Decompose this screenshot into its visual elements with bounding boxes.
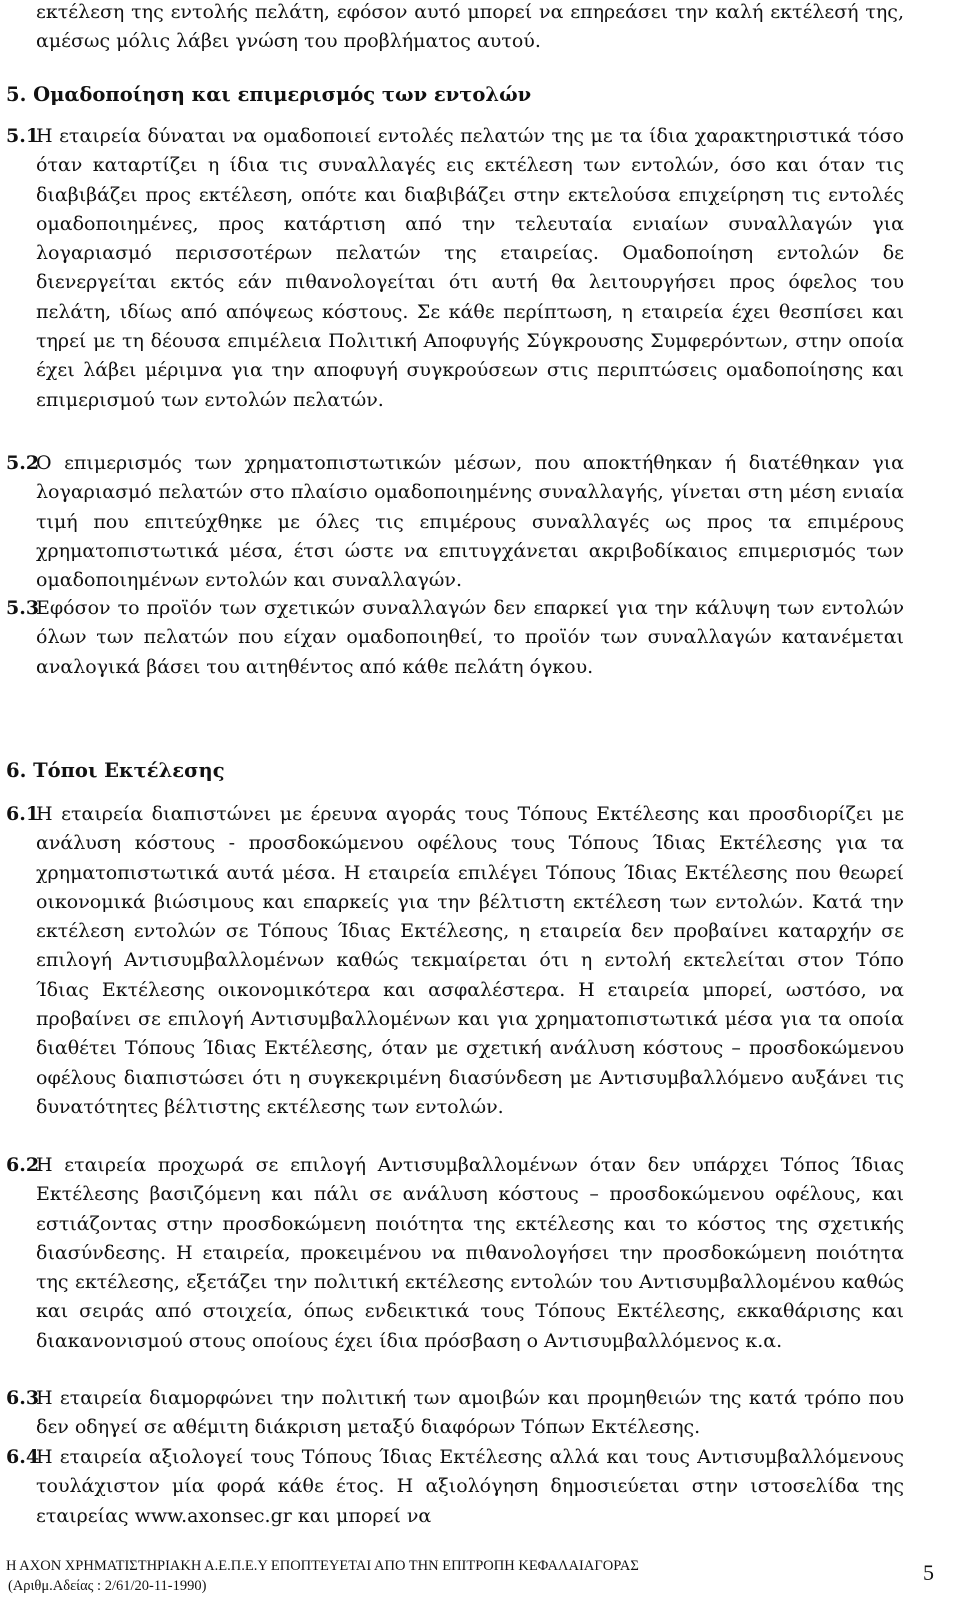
clause-text: Ο επιμερισμός των χρηματοπιστωτικών μέσων, που αποκτήθηκαν ή διατέθηκαν για λογαριασμό πελατών στο πλαίσιο ομαδοποιημένης συναλλαγής, γίνεται στη μέση ενιαία τιμή που επιτεύχθηκε με όλες τις επιμέρους συναλλαγές ως προς τα επιμέρους χρηματοπιστωτικά μέσα, έτσι ώστε να επιτυγχάνεται ακριβοδίκαιος επιμερισμός των ομαδοποιημένων εντολών και συναλλαγών. [36,452,904,592]
clause-text: Η εταιρεία διαμορφώνει την πολιτική των αμοιβών και προμηθειών της κατά τρόπο που δεν οδηγεί σε αθέμιτη διάκριση μεταξύ διαφόρων Τόπων Εκτέλεσης. [36,1387,904,1439]
page-number: 5 [923,1560,934,1585]
clause-number: 6.4 [6,1446,40,1468]
clause-number: 5.3 [6,597,40,619]
clause-number: 6.3 [6,1387,40,1409]
clause-text: Η εταιρεία προχωρά σε επιλογή Αντισυμβαλλομένων όταν δεν υπάρχει Τόπος Ίδιας Εκτέλεσης βασιζόμενη και πάλι σε ανάλυση κόστους – προσδοκώμενου οφέλους, και εστιάζοντας στην προσδοκώμενη ποιότητα της εκτέλεσης και το κόστος της σχετικής διασύνδεσης. Η εταιρεία, προκειμένου να πιθανολογήσει την προσδοκώμενη ποιότητα της εκτέλεσης, εξετάζει την πολιτική εκτέλεσης εντολών του Αντισυμβαλλομένου καθώς και σειράς από στοιχεία, όπως ενδεικτικά τους Τόπους Εκτέλεσης, εκκαθάρισης και διακανονισμού στους οποίους έχει ίδια πρόσβαση ο Αντισυμβαλλόμενος κ.α. [36,1154,904,1352]
clause-5-2 [6,449,904,595]
clause-6-1 [6,800,904,1122]
clause-text: Η εταιρεία αξιολογεί τους Τόπους Ίδιας Εκτέλεσης αλλά και τους Αντισυμβαλλόμενους τουλάχιστον μία φορά κάθε έτος. Η αξιολόγηση δημοσιεύεται στην ιστοσελίδα της εταιρείας www.axonsec.gr και μπορεί να [36,1446,904,1527]
clause-5-1 [6,122,904,415]
section-6-heading: 6. Τόποι Εκτέλεσης [6,759,225,782]
clause-text: Εφόσον το προϊόν των σχετικών συναλλαγών δεν επαρκεί για την κάλυψη των εντολών όλων των πελατών που είχαν ομαδοποιηθεί, το προϊόν των συναλλαγών κατανέμεται αναλογικά βάσει του αιτηθέντος από κάθε πελάτη όγκου. [36,597,904,678]
clause-6-3 [6,1384,904,1443]
clause-text: Η εταιρεία δύναται να ομαδοποιεί εντολές πελατών της με τα ίδια χαρακτηριστικά τόσο όταν καταρτίζει η ίδια τις συναλλαγές εις εκτέλεση των εντολών, όσο και όταν τις διαβιβάζει προς εκτέλεση, οπότε και διαβιβάζει στην εκτελούσα επιχείρηση τις εντολές ομαδοποιημένες, προς κατάρτιση από την τελευταία ενιαίων συναλλαγών για λογαριασμό περισσοτέρων πελατών της εταιρείας. Ομαδοποίηση εντολών δε διενεργείται εκτός εάν πιθανολογείται ότι αυτή θα λειτουργήσει προς όφελος του πελάτη, ιδίως από απόψεως κόστους. Σε κάθε περίπτωση, η εταιρεία έχει θεσπίσει και τηρεί με τη δέουσα επιμέλεια Πολιτική Αποφυγής Σύγκρουσης Συμφερόντων, στην οποία έχει λάβει μέριμνα για την αποφυγή συγκρούσεων στις περιπτώσεις ομαδοποίησης και επιμερισμού των εντολών πελατών. [36,125,904,411]
clause-number: 6.2 [6,1154,40,1176]
page-footer [6,1556,766,1596]
clause-text: Η εταιρεία διαπιστώνει με έρευνα αγοράς τους Τόπους Εκτέλεσης και προσδιορίζει με ανάλυση κόστους - προσδοκώμενου οφέλους τους Τόπους Ίδιας Εκτέλεσης για τα χρηματοπιστωτικά αυτά μέσα. Η εταιρεία επιλέγει Τόπους Ίδιας Εκτέλεσης που θεωρεί οικονομικά βιώσιμους και επαρκείς για την βέλτιστη εκτέλεση των εντολών. Κατά την εκτέλεση εντολών σε Τόπους Ίδιας Εκτέλεσης, η εταιρεία δεν προβαίνει καταρχήν σε επιλογή Αντισυμβαλλομένων καθώς τεκμαίρεται ότι η εντολή εκτελείται στον Τόπο Ίδιας Εκτέλεσης οικονομικότερα και ασφαλέστερα. Η εταιρεία μπορεί, ωστόσο, να προβαίνει σε επιλογή Αντισυμβαλλομένων και για χρηματοπιστωτικά μέσα για τα οποία διαθέτει Τόπους Ίδιας Εκτέλεσης, όταν με σχετική ανάλυση κόστους – προσδοκώμενου οφέλους διαπιστώσει ότι η συγκεκριμένη διασύνδεση με Αντισυμβαλλόμενο αυξάνει τις δυνατότητες βέλτιστης εκτέλεσης των εντολών. [36,803,904,1118]
clause-5-3 [6,594,904,682]
clause-number: 5.2 [6,452,40,474]
clause-number: 5.1 [6,125,40,147]
clause-6-4 [6,1443,904,1531]
footer-supervision-note: Η ΑΧΟΝ ΧΡΗΜΑΤΙΣΤΗΡΙΑΚΗ Α.Ε.Π.Ε.Υ ΕΠΟΠΤΕΥΕΤΑΙ ΑΠΟ ΤΗΝ ΕΠΙΤΡΟΠΗ ΚΕΦΑΛΑΙΑΓΟΡΑΣ [6,1558,639,1574]
clause-6-2 [6,1151,904,1356]
intro-paragraph: εκτέλεση της εντολής πελάτη, εφόσον αυτό μπορεί να επηρεάσει την καλή εκτέλεσή της, αμέσως μόλις λάβει γνώση του προβλήματος αυτού. [36,1,904,53]
section-5-heading: 5. Ομαδοποίηση και επιμερισμός των εντολών [6,83,532,106]
clause-number: 6.1 [6,803,40,825]
footer-license-number: (Αριθμ.Αδείας : 2/61/20-11-1990) [8,1578,207,1594]
